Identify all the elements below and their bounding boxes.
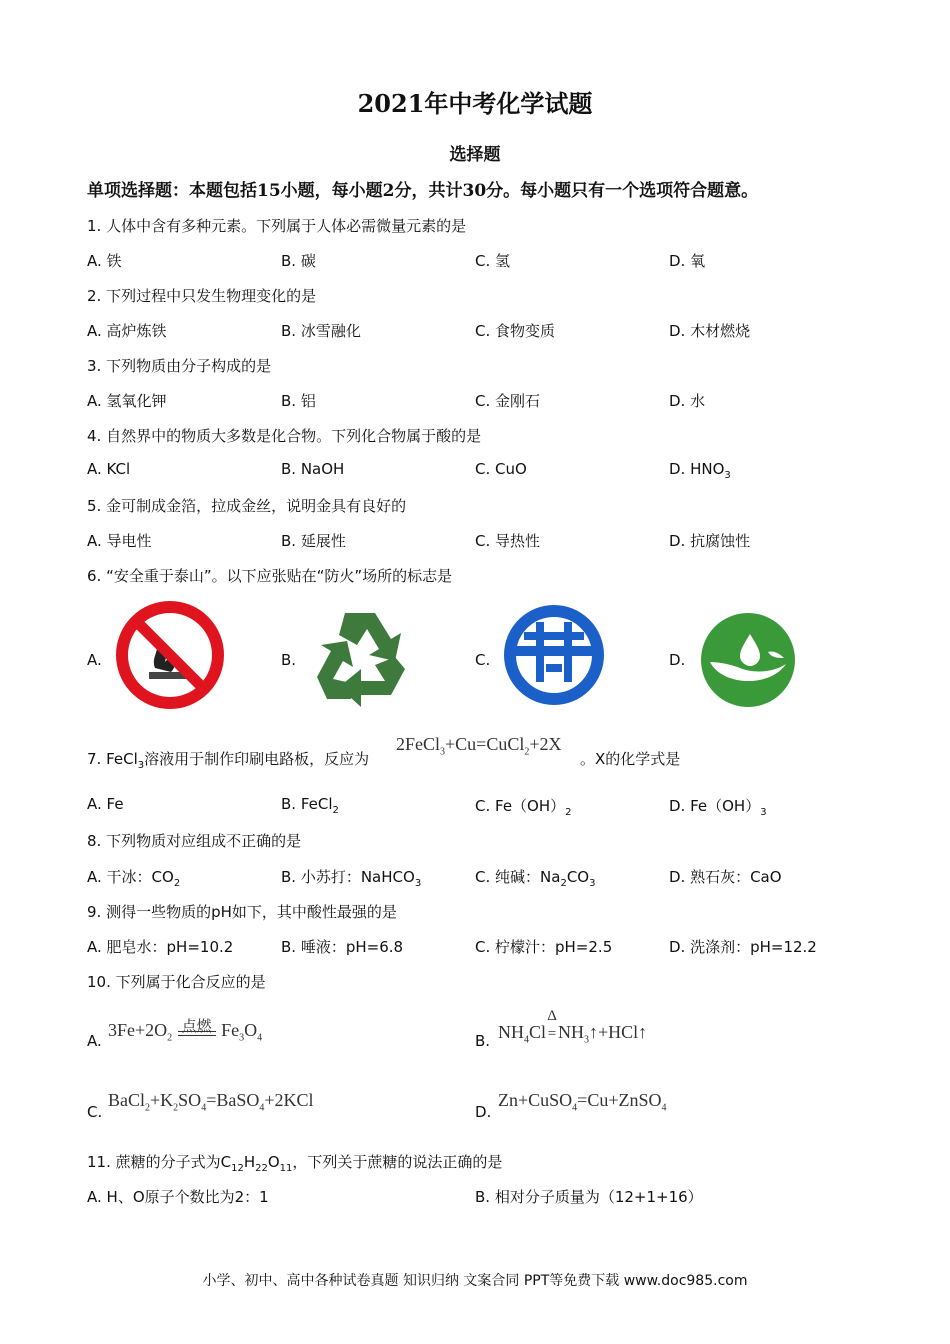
- question-4-stem: 4. 自然界中的物质大多数是化合物。下列化合物属于酸的是: [87, 427, 482, 445]
- q7-equation: 2FeCl$_3$+Cu=CuCl$_2$+2X: [396, 734, 562, 758]
- question-7-stem: 7. FeCl$_3$溶液用于制作印刷电路板，反应为: [87, 750, 370, 771]
- recycle-icon: [305, 603, 417, 711]
- q4-option-a: A. KCl: [87, 460, 131, 478]
- q2-option-b: B. 冰雪融化: [281, 322, 361, 340]
- q6-option-d: D.: [669, 651, 686, 669]
- q9-option-a: A. 肥皂水：pH=10.2: [87, 938, 234, 956]
- q6-option-c: C.: [475, 651, 491, 669]
- footer-link[interactable]: 小学、初中、高中各种试卷真题 知识归纳 文案合同 PPT等免费下载 www.doc985.com: [202, 1273, 748, 1289]
- q7-option-a: A. Fe: [87, 795, 124, 813]
- q3-option-d: D. 水: [669, 392, 706, 410]
- q1-option-a: A. 铁: [87, 252, 122, 270]
- condition-heat: Δ: [547, 1008, 557, 1024]
- q2-option-c: C. 食物变质: [475, 322, 556, 340]
- q3-option-a: A. 氢氧化钾: [87, 392, 167, 410]
- q7-option-b: B. FeCl$_2$: [281, 795, 339, 816]
- q4-option-b: B. NaOH: [281, 460, 345, 478]
- q2-option-d: D. 木材燃烧: [669, 322, 751, 340]
- q7-option-c: C. $Fe(OH)_2$: [475, 797, 572, 818]
- q1-option-d: D. 氧: [669, 252, 706, 270]
- q11-option-b: B. 相对分子质量为（12+1+16）: [475, 1188, 703, 1206]
- q10-option-b-equation: $NH_4Cl$ Δ $=NH_3↑+HCl↑$: [498, 1008, 648, 1046]
- question-5-stem: 5. 金可制成金箔，拉成金丝，说明金具有良好的: [87, 497, 407, 515]
- question-1-stem: 1. 人体中含有多种元素。下列属于人体必需微量元素的是: [87, 217, 467, 235]
- q5-option-d: D. 抗腐蚀性: [669, 532, 751, 550]
- q6-option-b: B.: [281, 651, 297, 669]
- q1-option-b: B. 碳: [281, 252, 316, 270]
- question-10-stem: 10. 下列属于化合反应的是: [87, 973, 266, 991]
- q9-option-d: D. 洗涤剂：pH=12.2: [669, 938, 817, 956]
- q6-option-a: A.: [87, 651, 102, 669]
- condition-ignite: 点燃: [181, 1017, 212, 1035]
- q4-option-c: C. CuO: [475, 460, 527, 478]
- question-8-stem: 8. 下列物质对应组成不正确的是: [87, 832, 302, 850]
- q10-option-d-label: D.: [475, 1103, 492, 1121]
- q10-option-c-equation: $BaCl_2+K_2SO_4=BaSO_4+2KCl$: [108, 1090, 314, 1114]
- question-2-stem: 2. 下列过程中只发生物理变化的是: [87, 287, 317, 305]
- question-9-stem: 9. 测得一些物质的pH如下，其中酸性最强的是: [87, 903, 397, 921]
- q5-option-b: B. 延展性: [281, 532, 346, 550]
- q8-option-c: C. 纯碱：$Na_2CO_3$: [475, 868, 596, 889]
- q4-option-d: D. $HNO_3$: [669, 460, 731, 481]
- section-heading: 选择题: [449, 145, 501, 165]
- question-6-stem: 6. “安全重于泰山”。以下应张贴在“防火”场所的标志是: [87, 567, 453, 585]
- q9-option-c: C. 柠檬汁：pH=2.5: [475, 938, 613, 956]
- q8-option-d: D. 熟石灰：CaO: [669, 868, 782, 886]
- water-saving-icon: [700, 612, 796, 708]
- q8-option-a: A. 干冰：$CO_2$: [87, 868, 181, 889]
- q10-option-c-label: C.: [87, 1103, 103, 1121]
- blue-sign-icon: [502, 602, 606, 708]
- instruction-text: 单项选择题：本题包括15小题，每小题2分，共计30分。每小题只有一个选项符合题意。: [87, 181, 759, 201]
- q10-option-a-equation: $3Fe+2O_2$ 点燃 $Fe_3O_4$: [108, 1017, 263, 1044]
- page-title: 2021年中考化学试题: [357, 89, 593, 118]
- q11-option-a: A. H、O原子个数比为2：1: [87, 1188, 269, 1206]
- question-11-stem: 11. 蔗糖的分子式为$C_{12}H_{22}O_{11}$，下列关于蔗糖的说法正确的是: [87, 1153, 503, 1174]
- q8-option-b: B. 小苏打：NaHCO$_3$: [281, 868, 422, 889]
- q7-option-d: D. $Fe(OH)_3$: [669, 797, 767, 818]
- q3-option-b: B. 铝: [281, 392, 316, 410]
- q10-option-b-label: B.: [475, 1032, 491, 1050]
- q10-option-a-label: A.: [87, 1032, 102, 1050]
- q3-option-c: C. 金刚石: [475, 392, 541, 410]
- q10-option-d-equation: Zn+CuSO$_4$=Cu+ZnSO$_4$: [498, 1090, 667, 1114]
- q2-option-a: A. 高炉炼铁: [87, 322, 167, 340]
- q5-option-a: A. 导电性: [87, 532, 152, 550]
- no-smoking-icon: [115, 600, 225, 710]
- question-3-stem: 3. 下列物质由分子构成的是: [87, 357, 272, 375]
- q1-option-c: C. 氢: [475, 252, 511, 270]
- q5-option-c: C. 导热性: [475, 532, 541, 550]
- q9-option-b: B. 唾液：pH=6.8: [281, 938, 404, 956]
- question-7-stem-end: 。X的化学式是: [580, 750, 681, 768]
